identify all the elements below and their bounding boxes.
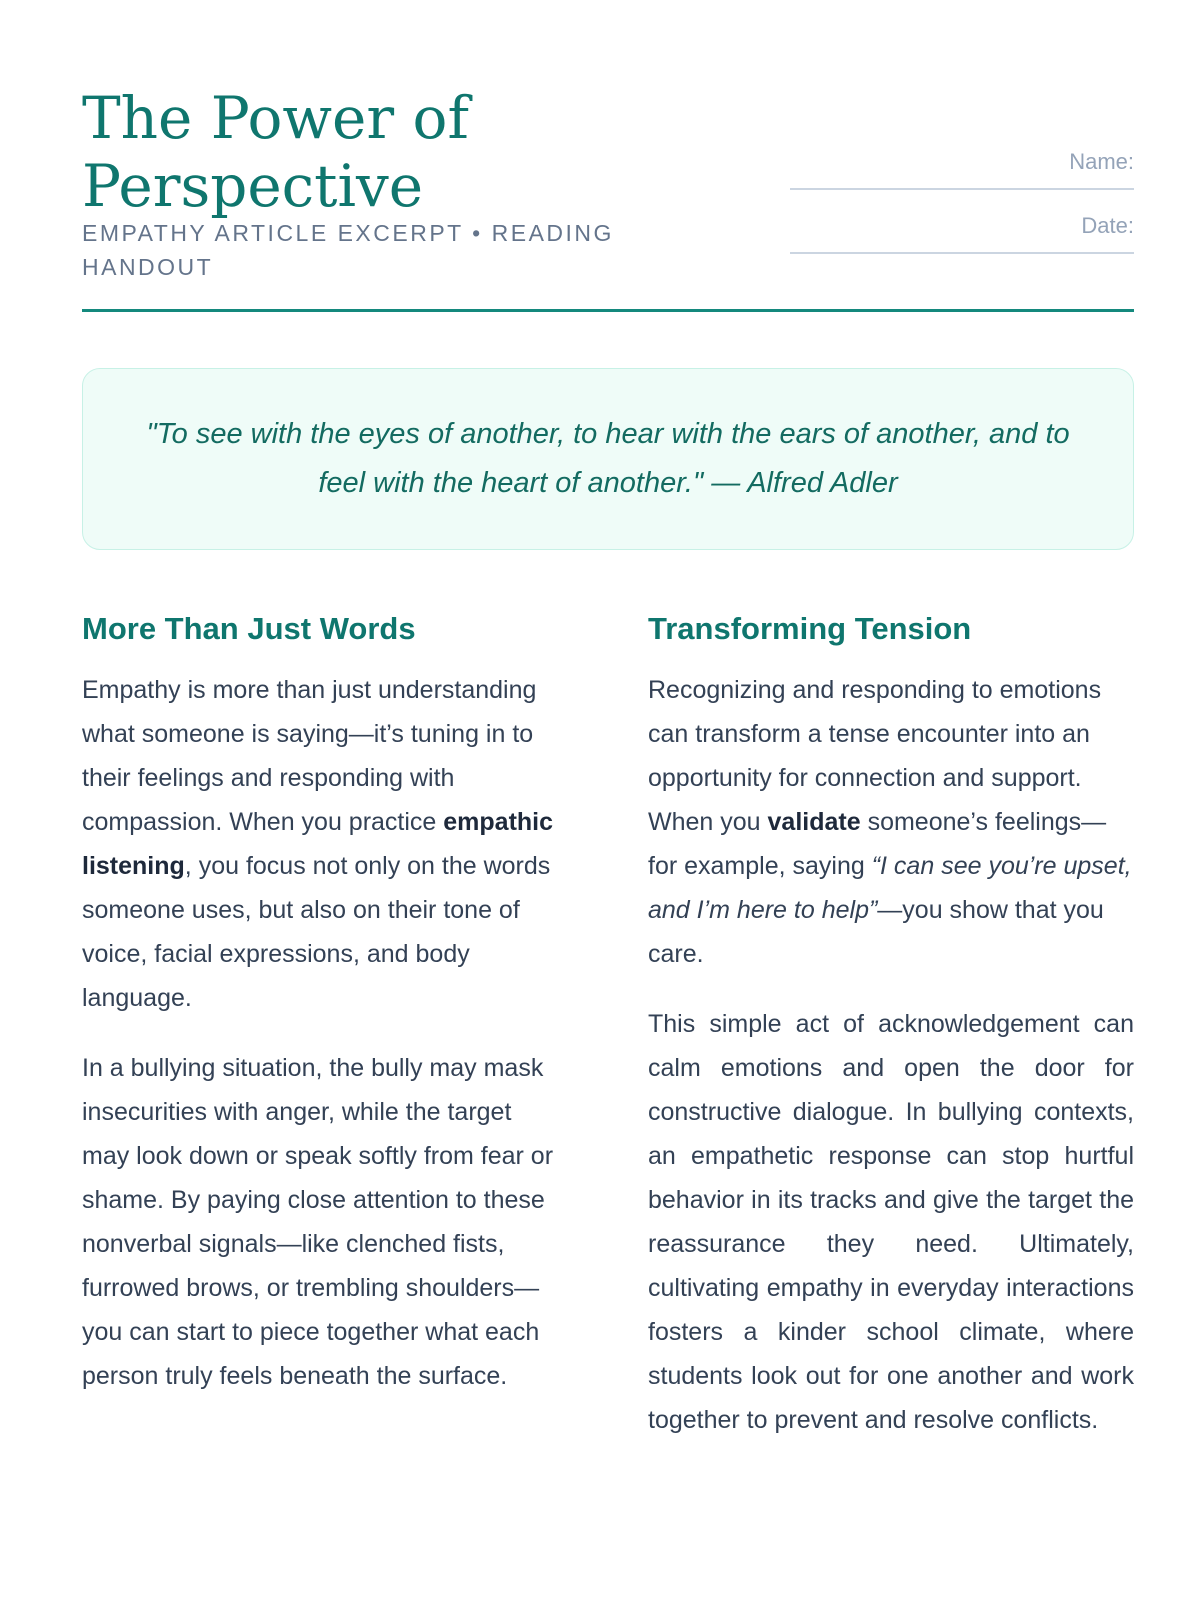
right-paragraph-1 xyxy=(648,668,1134,976)
date-field-line xyxy=(790,252,1134,254)
right-p1-italic-quote: “I can see you’re upset, and I’m here to help” xyxy=(648,852,1132,924)
quote-text: "To see with the eyes of another, to hear with the ears of another, and to feel with the heart of another." — Alfred Adler xyxy=(146,418,1070,499)
left-paragraph-2: In a bullying situation, the bully may mask insecurities with anger, while the target may look down or speak softly from fear or shame. By paying close attention to these nonverbal signals—like clenched fists, furrowed brows, or trembling shoulders—you can start to piece together what each person truly feels beneath the surface. xyxy=(82,1054,554,1390)
right-heading: Transforming Tension xyxy=(648,611,972,646)
date-label: Date: xyxy=(1081,213,1134,238)
right-column xyxy=(648,604,1134,1468)
quote-box xyxy=(82,368,1134,550)
left-paragraph-1 xyxy=(82,668,564,1020)
left-p1-text-b: , you focus not only on the words someone uses, but also on their tone of voice, facial expressions, and body language. xyxy=(82,852,551,1012)
right-paragraph-2: This simple act of acknowledgement can calm emotions and open the door for constructive dialogue. In bullying contexts, an empathetic response can stop hurtful behavior in its tracks and give the target the reassurance they need. Ultimately, cultivating empathy in everyday interactions fosters a kinder school climate, where students look out for one another and work together to prevent and resolve conflicts. xyxy=(648,1010,1134,1434)
student-fields xyxy=(790,148,1134,276)
name-field-line xyxy=(790,188,1134,190)
right-p1-text-a: Recognizing and responding to emotions can transform a tense encounter into an opportunity for connection and support. When you xyxy=(648,676,1102,836)
left-p1-bold-term: empathic listening xyxy=(82,808,554,880)
right-p1-text-c: —you show that you care. xyxy=(648,896,1104,968)
right-p1-text-b: someone’s feelings—for example, saying xyxy=(648,808,1107,880)
left-p1-text-a: Empathy is more than just understanding what someone is saying—it’s tuning in to their feelings and responding with compassion. When you practice xyxy=(82,676,537,836)
handout-header xyxy=(82,84,1134,312)
page-title: The Power of Perspective xyxy=(82,84,469,220)
left-column xyxy=(82,604,564,1424)
name-label: Name: xyxy=(1069,149,1134,174)
right-p1-bold-term: validate xyxy=(767,808,861,836)
left-heading: More Than Just Words xyxy=(82,611,416,646)
page-subtitle: EMPATHY ARTICLE EXCERPT • READING HANDOUT xyxy=(82,220,614,280)
